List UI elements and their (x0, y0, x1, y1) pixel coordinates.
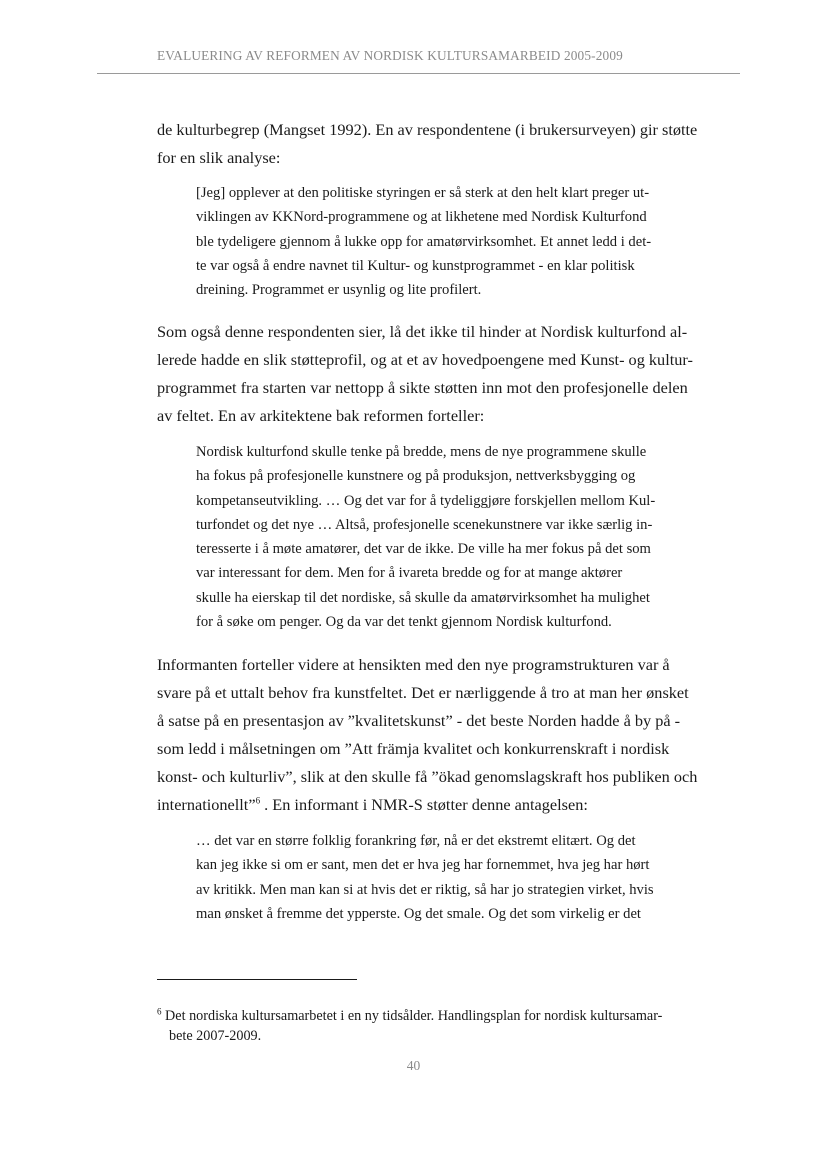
quote-line: te var også å endre navnet til Kultur- og kunstprogrammet - en klar politisk (196, 257, 635, 274)
block-quote-3 (196, 829, 672, 926)
text-line: konst- och kulturliv”, slik at den skulle få ”ökad genomslagskraft hos publiken och (157, 767, 698, 786)
quote-line: for å søke om penger. Og da var det tenkt gjennom Nordisk kulturfond. (196, 614, 612, 631)
quote-line: kan jeg ikke si om er sant, men det er hva jeg har fornemmet, hva jeg har hørt (196, 857, 650, 874)
quote-line: skulle ha eierskap til det nordiske, så skulle da amatørvirksomhet ha mulighet (196, 589, 650, 606)
quote-line: var interessant for dem. Men for å ivareta bredde og for at mange aktører (196, 565, 623, 582)
footnote (157, 1007, 723, 1046)
footnote-text: Det nordiska kultursamarbetet i en ny tidsålder. Handlingsplan for nordisk kultursamar- (161, 1008, 663, 1024)
text-line: som ledd i målsetningen om ”Att främja kvalitet och konkurrenskraft i nordisk (157, 739, 670, 758)
footnote-line (157, 1007, 723, 1027)
text-line: for en slik analyse: (157, 148, 281, 167)
footnote-number: 6 (157, 1006, 162, 1017)
text-line: av feltet. En av arkitektene bak reformen forteller: (157, 406, 485, 425)
quote-line: [Jeg] opplever at den politiske styringen er så sterk at den helt klart preger ut- (196, 185, 650, 201)
running-header: EVALUERING AV REFORMEN AV NORDISK KULTURSAMARBEID 2005-2009 (157, 48, 623, 63)
block-quote-1 (196, 181, 672, 302)
header-divider (97, 73, 740, 74)
footnote-reference[interactable]: 6 (255, 795, 261, 806)
quote-line: kompetanseutvikling. … Og det var for å tydeliggjøre forskjellen mellom Kul- (196, 492, 656, 509)
text-line: lerede hadde en slik støtteprofil, og at et av hovedpoengene med Kunst- og kultur- (157, 350, 693, 369)
footnote-divider (157, 979, 357, 980)
text-line: Informanten forteller videre at hensikten med den nye programstrukturen var å (157, 655, 670, 674)
text-line: programmet fra starten var nettopp å sikte støtten inn mot den profesjonelle delen (157, 378, 688, 397)
quote-line: teresserte i å møte amatører, det var de ikke. De ville ha mer fokus på det som (196, 541, 651, 558)
quote-line: dreining. Programmet er usynlig og lite profilert. (196, 282, 482, 299)
quote-line: ble tydeligere gjennom å lukke opp for amatørvirksomhet. Et annet ledd i det- (196, 233, 652, 250)
quote-line: … det var en større folklig forankring før, nå er det ekstremt elitært. Og det (196, 833, 636, 849)
text-line: de kulturbegrep (Mangset 1992). En av respondentene (i brukersurveyen) gir støtte (157, 120, 698, 139)
quote-line: Nordisk kulturfond skulle tenke på bredde, mens de nye programmene skulle (196, 444, 647, 460)
footnote-line: bete 2007-2009. (169, 1027, 262, 1044)
body-paragraph-2 (157, 318, 723, 430)
text-segment: internationellt” (157, 795, 256, 814)
block-quote-2 (196, 440, 672, 634)
text-line: svare på et uttalt behov fra kunstfeltet. Det er nærliggende å tro at man her ønsket (157, 683, 689, 702)
quote-line: viklingen av KKNord-programmene og at likhetene med Nordisk Kulturfond (196, 209, 647, 226)
quote-line: turfondet og det nye … Altså, profesjonelle scenekunstnere var ikke særlig in- (196, 516, 653, 533)
quote-line: man ønsket å fremme det ypperste. Og det smale. Og det som virkelig er det (196, 905, 641, 922)
quote-line: ha fokus på profesjonelle kunstnere og på produksjon, nettverksbygging og (196, 468, 636, 485)
text-line: Som også denne respondenten sier, lå det ikke til hinder at Nordisk kulturfond al- (157, 322, 688, 341)
quote-line: av kritikk. Men man kan si at hvis det er riktig, så har jo strategien virket, hvis (196, 881, 654, 898)
text-line: å satse på en presentasjon av ”kvalitetskunst” - det beste Norden hadde å by på - (157, 711, 681, 730)
text-segment: . En informant i NMR-S støtter denne antagelsen: (260, 795, 588, 814)
body-paragraph-1 (157, 116, 723, 172)
body-paragraph-3 (157, 651, 723, 819)
page-number: 40 (406, 1058, 421, 1073)
text-line (157, 791, 723, 819)
